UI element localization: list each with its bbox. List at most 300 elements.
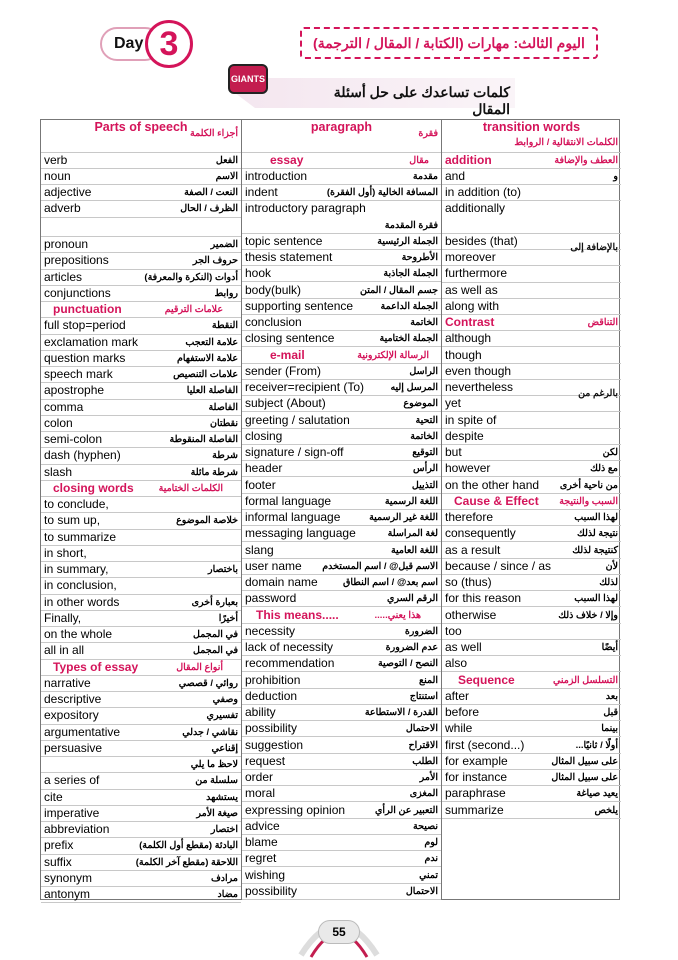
english-term: after — [445, 688, 470, 703]
english-term: to conclude, — [44, 497, 109, 511]
arabic-translation: تمني — [419, 869, 438, 881]
arabic-translation: لهذا السبب — [574, 593, 618, 605]
arabic-translation: قبل — [603, 707, 618, 718]
english-term: pronoun — [44, 237, 89, 251]
table-row — [242, 689, 441, 705]
english-term: possibility — [245, 883, 298, 898]
table-row — [41, 351, 241, 367]
table-row — [41, 676, 241, 692]
english-term: question marks — [44, 350, 126, 365]
english-term: informal language — [245, 510, 341, 524]
arabic-translation: السبب والنتيجة — [559, 495, 618, 507]
section-header — [242, 608, 441, 624]
english-term: because / since / as — [445, 558, 552, 573]
arabic-translation: التحية — [415, 414, 438, 426]
arabic-translation: التعبير عن الرأي — [375, 804, 438, 816]
table-row — [242, 640, 441, 656]
arabic-translation: أنواع المقال — [176, 661, 223, 673]
table-row — [41, 253, 241, 269]
table-row — [41, 335, 241, 351]
english-term: slang — [245, 542, 274, 557]
english-term: suggestion — [245, 737, 304, 752]
english-term: receiver=recipient (To) — [245, 380, 365, 394]
arabic-translation: الأمر — [419, 772, 438, 783]
table-row — [242, 185, 441, 201]
table-row — [242, 396, 441, 412]
arabic-translation: علامة الاستفهام — [176, 352, 238, 364]
column-header — [242, 120, 441, 153]
table-row — [41, 367, 241, 383]
table-row — [242, 543, 441, 559]
english-term: slash — [44, 464, 73, 479]
subtitle: كلمات تساعدك على حل أسئلة المقال — [333, 84, 510, 117]
table-row — [442, 624, 621, 640]
section-title: e-mail — [270, 347, 305, 362]
english-term: and — [445, 168, 466, 183]
english-term: deduction — [245, 688, 298, 703]
english-term: wishing — [245, 867, 286, 882]
giants-logo: GIANTS — [228, 64, 268, 94]
arabic-translation: لأن — [605, 560, 618, 572]
arabic-translation: اللغة العامية — [390, 544, 438, 556]
table-row — [41, 416, 241, 432]
arabic-translation: يلخص — [594, 804, 618, 816]
table-row — [41, 822, 241, 838]
arabic-translation: روائي / قصصي — [178, 677, 238, 689]
table-row — [242, 331, 441, 347]
table-row — [41, 790, 241, 806]
table-row — [442, 283, 621, 299]
english-term: indent — [245, 185, 278, 199]
table-row — [442, 738, 621, 754]
arabic-translation: نقطتان — [210, 417, 238, 429]
table-row — [242, 169, 441, 185]
table-row — [242, 559, 441, 575]
english-term: expressing opinion — [245, 802, 346, 817]
english-term: antonym — [44, 887, 91, 901]
english-term: adjective — [44, 185, 92, 199]
english-term: hook — [245, 266, 272, 281]
table-row — [242, 624, 441, 640]
arabic-translation: أدوات (النكرة والمعرفة) — [144, 271, 238, 283]
table-row — [242, 510, 441, 526]
table-row — [442, 543, 621, 559]
english-term: formal language — [245, 493, 332, 508]
table-row — [442, 478, 621, 494]
section-header — [41, 660, 241, 676]
english-term: dash (hyphen) — [44, 448, 121, 463]
table-row — [442, 803, 621, 819]
table-row — [242, 266, 441, 282]
section-title: Cause & Effect — [454, 493, 539, 508]
arabic-translation: الخاتمة — [410, 317, 438, 328]
english-term: summarize — [445, 802, 504, 817]
english-term: in conclusion, — [44, 578, 117, 593]
table-row — [442, 705, 621, 721]
section-header — [442, 315, 621, 331]
arabic-translation: مرادف — [210, 872, 238, 884]
column-parts-of-speech — [41, 120, 241, 899]
arabic-translation: مقال — [409, 154, 429, 166]
english-term: however — [445, 461, 491, 476]
english-term: expository — [44, 708, 99, 723]
arabic-translation: الاسم — [215, 170, 238, 182]
table-row — [442, 786, 621, 802]
arabic-translation: و — [613, 170, 618, 182]
english-term: closing sentence — [245, 331, 335, 346]
english-term: topic sentence — [245, 233, 323, 248]
column-transition-words — [442, 120, 621, 899]
page-number: 55 — [318, 920, 360, 944]
arabic-translation: روابط — [214, 287, 238, 299]
english-term: advice — [245, 818, 280, 833]
english-term: apostrophe — [44, 383, 105, 398]
column-header-label: Parts of speech — [94, 120, 188, 134]
arabic-translation: حروف الجر — [192, 255, 238, 267]
table-row — [41, 237, 241, 253]
table-row — [41, 887, 241, 903]
arabic-translation: يعيد صياغة — [576, 788, 618, 800]
english-term: descriptive — [44, 692, 102, 706]
english-term: while — [445, 721, 473, 736]
arabic-translation: الجملة الداعمة — [380, 300, 438, 312]
table-row — [242, 380, 441, 396]
table-row — [41, 611, 241, 627]
table-row — [242, 250, 441, 266]
arabic-translation: لكن — [602, 447, 618, 458]
english-term: regret — [245, 851, 277, 866]
arabic-translation: النقطة — [211, 320, 238, 332]
table-row — [442, 348, 621, 364]
section-header — [242, 153, 441, 169]
english-term: conjunctions — [44, 285, 111, 300]
arabic-translation: التسلسل الزمني — [553, 674, 618, 686]
english-term: Finally, — [44, 610, 82, 625]
section-header — [442, 673, 621, 689]
english-term: order — [245, 770, 274, 784]
arabic-translation: كنتيجة لذلك — [572, 544, 618, 556]
arabic-translation: نقاشي / جدلي — [182, 726, 238, 738]
arabic-translation: استنتاج — [409, 690, 438, 702]
english-term: also — [445, 656, 468, 671]
table-row — [41, 578, 241, 594]
table-row — [442, 461, 621, 477]
table-row — [41, 692, 241, 708]
arabic-translation: خلاصة الموضوع — [176, 515, 238, 527]
table-row — [242, 445, 441, 461]
table-row — [41, 725, 241, 741]
arabic-translation: الفعل — [215, 154, 238, 166]
arabic-translation: الكلمات الختامية — [158, 482, 223, 494]
table-row — [41, 806, 241, 822]
table-row — [242, 803, 441, 819]
english-term: signature / sign-off — [245, 445, 344, 459]
table-row — [242, 673, 441, 689]
table-row — [242, 429, 441, 445]
section-header — [41, 481, 241, 497]
arabic-translation: الراسل — [409, 365, 438, 377]
english-term: header — [245, 461, 283, 476]
arabic-translation: بالرغم من — [578, 388, 618, 400]
table-row — [242, 234, 441, 250]
arabic-translation: الأطروحة — [401, 252, 438, 263]
english-term: before — [445, 705, 480, 719]
english-term: cite — [44, 789, 63, 804]
english-term: argumentative — [44, 724, 121, 739]
english-term: prohibition — [245, 672, 301, 687]
arabic-translation: الخاتمة — [410, 430, 438, 442]
arabic-translation: التناقض — [587, 317, 618, 328]
english-term: synonym — [44, 870, 93, 885]
table-row — [442, 169, 621, 185]
english-term: persuasive — [44, 740, 103, 755]
table-row — [242, 575, 441, 591]
arabic-translation: فقرة المقدمة — [384, 220, 438, 232]
english-term: prepositions — [44, 253, 109, 268]
english-term: speech mark — [44, 367, 113, 381]
english-term: prefix — [44, 838, 74, 853]
table-row — [242, 770, 441, 786]
table-row — [442, 185, 621, 201]
english-term: but — [445, 445, 462, 459]
arabic-translation: وصفي — [212, 694, 238, 705]
table-row — [242, 494, 441, 510]
table-row — [41, 153, 241, 169]
english-term: too — [445, 623, 462, 638]
english-term: thesis statement — [245, 250, 333, 264]
table-row — [41, 741, 241, 757]
column-header — [41, 120, 241, 153]
english-term: nevertheless — [445, 380, 514, 394]
section-title: Sequence — [458, 672, 515, 687]
arabic-translation: لوم — [424, 837, 438, 848]
table-row — [242, 526, 441, 542]
table-row — [41, 318, 241, 334]
english-term: narrative — [44, 675, 91, 690]
arabic-translation: على سبيل المثال — [551, 772, 618, 783]
table-row — [41, 595, 241, 611]
arabic-translation: لغة المراسلة — [387, 528, 438, 540]
section-header — [41, 302, 241, 318]
arabic-translation: أيضًا — [601, 642, 618, 653]
arabic-translation: التوقيع — [412, 447, 438, 458]
table-row — [442, 770, 621, 786]
arabic-translation: أخيرًا — [218, 612, 238, 624]
english-term: though — [445, 347, 482, 362]
english-term: otherwise — [445, 607, 497, 622]
english-term: along with — [445, 298, 500, 313]
table-row — [41, 757, 241, 773]
arabic-translation: يستشهد — [206, 791, 238, 803]
english-term: in spite of — [445, 412, 497, 427]
table-row — [442, 250, 621, 266]
arabic-translation: ندم — [424, 853, 438, 865]
english-term: footer — [245, 477, 276, 492]
arabic-translation: الطلب — [412, 755, 438, 767]
section-title: closing words — [53, 480, 134, 495]
arabic-translation: التذييل — [411, 479, 438, 491]
arabic-translation: اسم بعد@ / اسم النطاق — [343, 577, 438, 588]
arabic-translation: الفاصلة — [208, 401, 238, 413]
section-title: essay — [270, 152, 304, 167]
arabic-translation: الرأس — [412, 463, 438, 475]
table-row — [242, 884, 441, 900]
english-term: articles — [44, 269, 83, 284]
english-term: messaging language — [245, 526, 356, 541]
english-term: domain name — [245, 575, 318, 589]
day-label: Day — [100, 27, 162, 61]
english-term: greeting / salutation — [245, 412, 350, 427]
table-row — [442, 640, 621, 656]
english-term: moral — [245, 786, 276, 801]
table-row — [41, 513, 241, 529]
arabic-translation: الضمير — [210, 239, 238, 250]
arabic-translation: الفاصلة المنقوطة — [169, 434, 238, 445]
column-paragraph — [242, 120, 441, 899]
table-row — [242, 819, 441, 835]
table-row — [242, 754, 441, 770]
table-row — [242, 656, 441, 672]
english-term: so (thus) — [445, 575, 492, 589]
english-term: introductory paragraph — [245, 201, 366, 216]
english-term: blame — [245, 835, 278, 849]
table-row — [41, 838, 241, 854]
arabic-translation: الاحتمال — [405, 885, 438, 897]
table-row — [442, 689, 621, 705]
english-term: paraphrase — [445, 786, 506, 801]
table-row — [41, 497, 241, 513]
english-term: as a result — [445, 542, 501, 557]
english-term: for this reason — [445, 591, 522, 606]
table-row — [442, 429, 621, 445]
arabic-translation: مع ذلك — [590, 463, 618, 475]
arabic-translation: المسافة الخالية (أول الفقرة) — [326, 187, 438, 198]
table-row — [41, 627, 241, 643]
table-row — [442, 299, 621, 315]
table-row — [41, 400, 241, 416]
table-row — [442, 413, 621, 429]
english-term: adverb — [44, 201, 81, 216]
arabic-translation: اختصار — [210, 824, 238, 835]
arabic-translation: فقرة — [418, 128, 438, 139]
english-term: additionally — [445, 201, 506, 216]
table-row — [442, 575, 621, 591]
table-row — [41, 270, 241, 286]
english-term: closing — [245, 428, 283, 443]
arabic-translation: مقدمة — [412, 170, 438, 182]
english-term: comma — [44, 399, 84, 414]
arabic-translation: لهذا السبب — [574, 512, 618, 523]
table-row — [242, 299, 441, 315]
english-term: colon — [44, 415, 73, 430]
english-term: introduction — [245, 168, 308, 183]
table-row — [242, 851, 441, 867]
table-row — [442, 559, 621, 575]
arabic-translation: إقناعي — [211, 742, 238, 754]
arabic-translation: الكلمات الانتقالية / الروابط — [514, 137, 618, 148]
english-term: furthermore — [445, 266, 508, 281]
table-row — [242, 868, 441, 884]
english-term: in summary, — [44, 562, 109, 576]
arabic-translation: الجملة الجاذبة — [383, 268, 438, 280]
english-term: in addition (to) — [445, 185, 522, 199]
arabic-translation: أجزاء الكلمة — [189, 128, 238, 139]
arabic-translation: على سبيل المثال — [551, 755, 618, 767]
arabic-translation: لاحظ ما يلي — [190, 759, 238, 770]
table-row — [442, 754, 621, 770]
vocabulary-table — [40, 119, 620, 900]
arabic-translation: شرطة مائلة — [190, 466, 238, 478]
english-term: as well — [445, 640, 482, 654]
table-row — [442, 364, 621, 380]
section-title: This means..... — [256, 607, 339, 622]
section-header — [442, 494, 621, 510]
table-row — [41, 169, 241, 185]
english-term: password — [245, 591, 297, 606]
arabic-translation: الظرف / الحال — [180, 203, 238, 215]
table-row — [442, 331, 621, 347]
section-title: punctuation — [53, 302, 122, 316]
arabic-translation: بالإضافة إلى — [570, 241, 618, 253]
arabic-translation: أولًا / ثانيًا... — [575, 739, 618, 751]
english-term: verb — [44, 152, 68, 167]
english-term: exclamation mark — [44, 334, 139, 349]
table-row — [41, 432, 241, 448]
arabic-translation: في المجمل — [193, 629, 238, 640]
arabic-translation: الفاصلة العليا — [186, 385, 238, 397]
table-row — [242, 201, 441, 234]
table-row — [442, 656, 621, 672]
table-row — [41, 383, 241, 399]
table-row — [242, 478, 441, 494]
table-row — [442, 201, 621, 234]
arabic-translation: الضرورة — [404, 625, 438, 637]
section-header — [442, 153, 621, 169]
table-row — [242, 786, 441, 802]
arabic-translation: عدم الضرورة — [385, 642, 438, 653]
day-number: 3 — [145, 20, 193, 68]
table-row — [41, 546, 241, 562]
english-term: user name — [245, 558, 302, 573]
english-term: all in all — [44, 643, 85, 658]
section-title: Contrast — [445, 315, 495, 329]
english-term: necessity — [245, 623, 296, 638]
arabic-translation: الاقتراح — [408, 739, 438, 751]
english-term: on the other hand — [445, 477, 540, 492]
arabic-translation: بينما — [601, 723, 618, 735]
table-row — [41, 855, 241, 871]
english-term: in short, — [44, 545, 87, 560]
arabic-translation: الجملة الرئيسية — [377, 235, 438, 247]
english-term: suffix — [44, 854, 72, 869]
table-row — [242, 835, 441, 851]
arabic-translation: بعبارة أخرى — [191, 596, 238, 608]
arabic-translation: مضاد — [217, 889, 238, 900]
table-row — [442, 266, 621, 282]
english-term: recommendation — [245, 656, 335, 671]
table-row — [242, 721, 441, 737]
english-term: conclusion — [245, 315, 302, 329]
table-row — [242, 283, 441, 299]
english-term: even though — [445, 363, 512, 378]
table-row — [41, 773, 241, 789]
arabic-translation: النصح / التوصية — [377, 658, 438, 670]
english-term: moreover — [445, 250, 496, 264]
arabic-translation: في المجمل — [193, 645, 238, 657]
table-row — [242, 364, 441, 380]
english-term: abbreviation — [44, 822, 110, 836]
table-row — [41, 643, 241, 659]
